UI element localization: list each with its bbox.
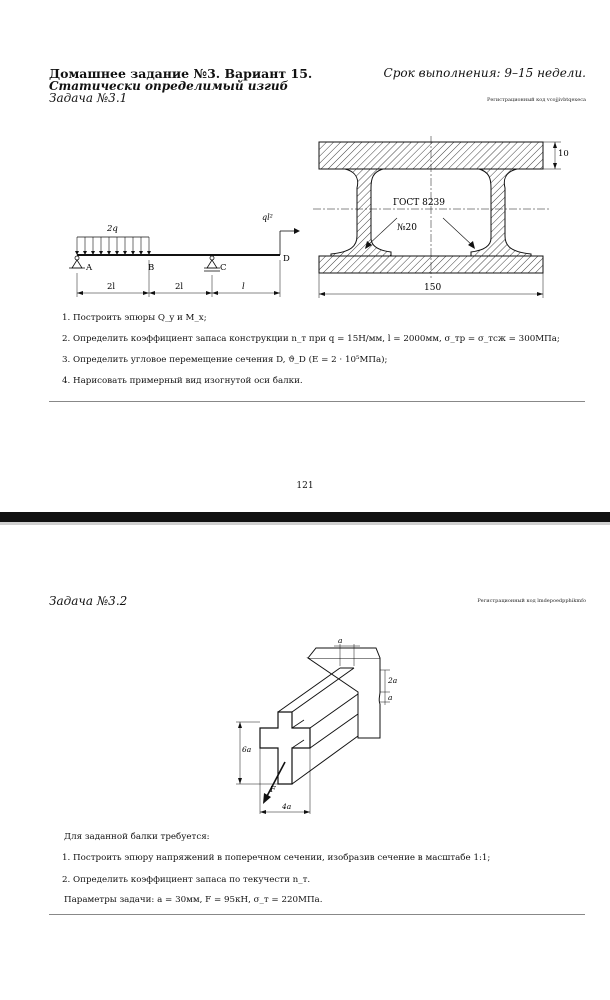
load-label: 2q (107, 224, 118, 234)
dim-a-top: a (338, 636, 343, 645)
reg-code-2: Регистрационный код lmdepoedpphikmfo (477, 598, 586, 604)
page-separator (0, 512, 610, 522)
page-number: 121 (296, 481, 314, 491)
point-b: B (148, 263, 155, 273)
list-item: 1. Построить эпюры Q_y и M_x; (62, 313, 207, 323)
force-label: F (270, 785, 276, 794)
profile-number: №20 (397, 223, 417, 233)
page-separator-shadow (0, 522, 610, 525)
list-item: 2. Определить коэффициент запаса по текучести n_т. (62, 875, 311, 885)
list-item: 2. Определить коэффициент запаса конструкции n_т при q = 15Н/мм, l = 2000мм, σ_тр = σ_тсж = 300МПа; (62, 334, 560, 344)
moment-label: ql² (262, 213, 273, 222)
flange-thickness: 10 (558, 149, 569, 159)
list-item: 1. Построить эпюру напряжений в поперечном сечении, изобразив сечение в масштабе 1:1; (62, 853, 491, 863)
dim-6a: 6a (242, 745, 252, 754)
reg-code-1: Регистрационный код vcojjivbtqexeca (486, 97, 586, 103)
point-a: A (86, 263, 93, 273)
dim-2a: 2a (388, 676, 398, 685)
cross-beam-figure (230, 630, 398, 820)
span-3: l (242, 282, 245, 292)
gost-label: ГОСТ 8239 (393, 198, 445, 208)
section-width: 150 (424, 283, 442, 293)
span-2: 2l (175, 282, 184, 292)
task-3-2-params: Параметры задачи: a = 30мм, F = 95кН, σ_т = 220МПа. (64, 895, 323, 905)
point-c: C (220, 263, 227, 273)
divider (49, 401, 585, 402)
dim-a-side: a (388, 693, 393, 702)
page-title: Домашнее задание №3. Вариант 15. (49, 66, 313, 81)
divider (49, 914, 585, 915)
task-3-2-label: Задача №3.2 (49, 594, 128, 608)
deadline: Срок выполнения: 9–15 недели. (383, 66, 586, 80)
span-1: 2l (107, 282, 116, 292)
page-subtitle: Статически определимый изгиб (49, 79, 289, 93)
task-3-1-label: Задача №3.1 (49, 91, 128, 105)
list-item: 3. Определить угловое перемещение сечения D, ϑ_D (E = 2 · 10⁵МПа); (62, 355, 388, 365)
i-beam-section (305, 128, 585, 300)
dim-4a: 4a (282, 802, 292, 811)
task-3-2-intro: Для заданной балки требуется: (64, 832, 210, 842)
beam-diagram (60, 205, 300, 300)
list-item: 4. Нарисовать примерный вид изогнутой оси балки. (62, 376, 303, 386)
point-d: D (283, 254, 290, 264)
